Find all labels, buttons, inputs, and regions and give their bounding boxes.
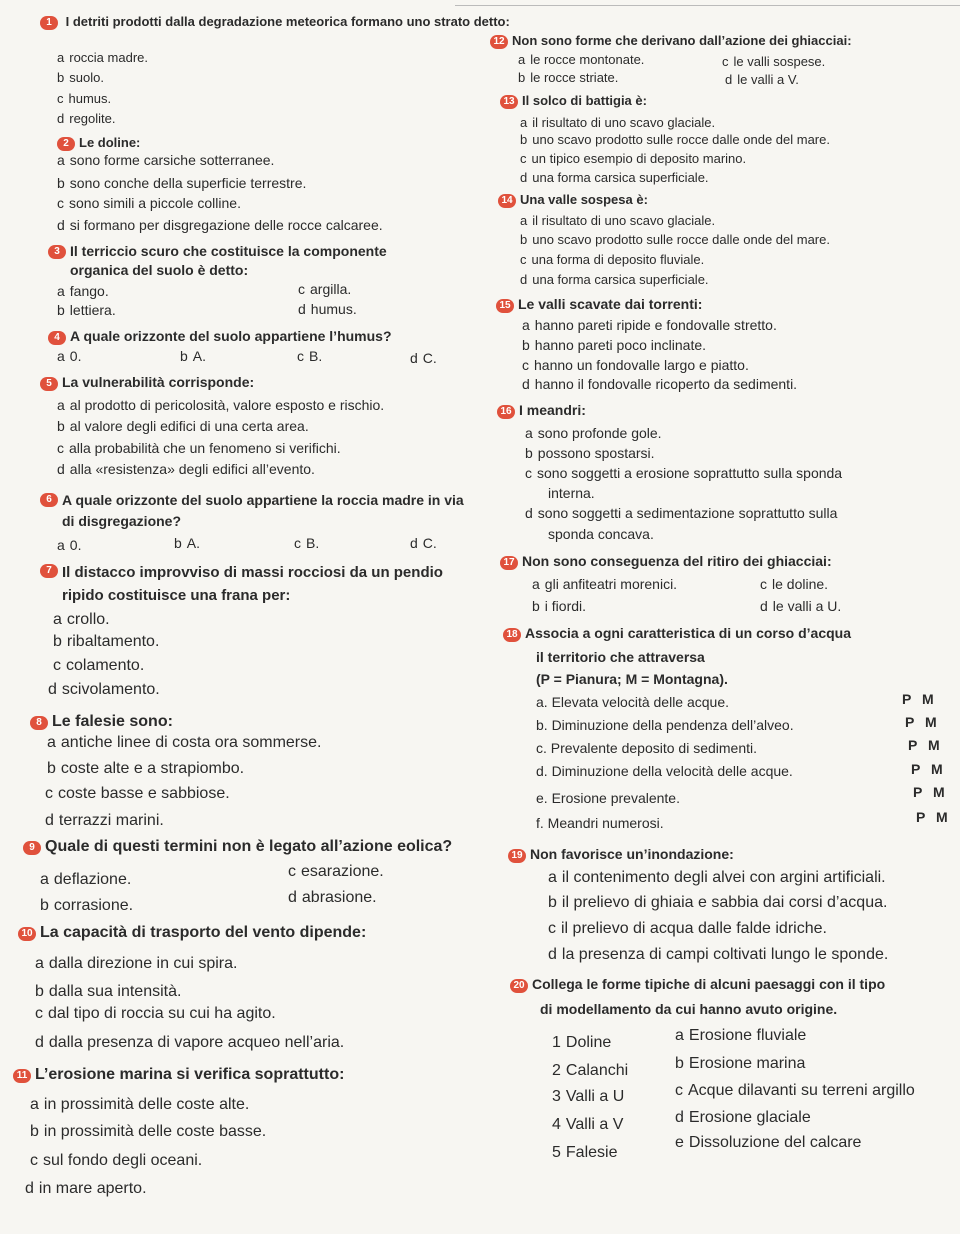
question-number: 3 <box>48 245 66 259</box>
option-3c[interactable]: c argilla. <box>298 281 352 297</box>
option-12b[interactable]: b le rocce striate. <box>518 70 619 85</box>
option-15b[interactable]: b hanno pareti poco inclinate. <box>522 337 707 353</box>
item-18b: b. Diminuzione della pendenza dell’alveo. <box>536 717 794 733</box>
option-10d[interactable]: d dalla presenza di vapore acqueo nell’aria. <box>35 1034 345 1051</box>
match-left-5[interactable]: 5 Falesie <box>552 1144 618 1161</box>
pm-choice-e[interactable]: P M <box>913 784 945 800</box>
question-stem: A quale orizzonte del suolo appartiene l’humus? <box>70 328 392 344</box>
option-13c[interactable]: c un tipico esempio di deposito marino. <box>520 151 747 166</box>
option-1d[interactable]: d regolite. <box>57 111 116 126</box>
option-3b[interactable]: b lettiera. <box>57 302 116 318</box>
question-number: 15 <box>496 299 514 313</box>
option-4c[interactable]: c B. <box>297 348 323 364</box>
question-19 <box>508 846 734 863</box>
option-2c[interactable]: c sono simili a piccole colline. <box>57 195 241 211</box>
question-stem: Non favorisce un’inondazione: <box>530 846 734 862</box>
question-stem: Una valle sospesa è: <box>520 192 648 207</box>
option-14d[interactable]: d una forma carsica superficiale. <box>520 272 709 287</box>
match-right-a[interactable]: a Erosione fluviale <box>675 1027 807 1044</box>
pm-choice-f[interactable]: P M <box>916 809 948 825</box>
option-2a[interactable]: a sono forme carsiche sotterranee. <box>57 152 275 168</box>
question-14 <box>498 192 648 208</box>
option-17b[interactable]: b i fiordi. <box>532 598 587 614</box>
option-8a[interactable]: a antiche linee di costa ora sommerse. <box>47 734 322 751</box>
option-3a[interactable]: a fango. <box>57 283 109 299</box>
question-3 <box>48 242 440 280</box>
match-right-c[interactable]: c Acque dilavanti su terreni argillo <box>675 1082 915 1099</box>
option-10b[interactable]: b dalla sua intensità. <box>35 983 182 1000</box>
option-12c[interactable]: c le valli sospese. <box>722 54 826 69</box>
question-stem: La vulnerabilità corrisponde: <box>62 374 255 390</box>
question-number: 1 <box>40 16 58 30</box>
option-19a[interactable]: a il contenimento degli alvei con argini artificiali. <box>548 869 886 886</box>
option-3d[interactable]: d humus. <box>298 301 357 317</box>
question-4 <box>48 328 392 345</box>
option-15d[interactable]: d hanno il fondovalle ricoperto da sedimenti. <box>522 376 798 392</box>
question-11 <box>13 1066 344 1084</box>
question-stem: Le valli scavate dai torrenti: <box>518 296 703 312</box>
question-number: 18 <box>503 628 521 642</box>
option-7d[interactable]: d scivolamento. <box>48 681 160 698</box>
question-15 <box>496 296 702 313</box>
option-13a[interactable]: a il risultato di uno scavo glaciale. <box>520 115 716 130</box>
question-stem: Collega le forme tipiche di alcuni paesaggi con il tipo <box>532 976 886 992</box>
option-12d[interactable]: d le valli a V. <box>725 72 799 87</box>
match-right-d[interactable]: d Erosione glaciale <box>675 1109 811 1126</box>
option-7b[interactable]: b ribaltamento. <box>53 633 160 650</box>
question-number: 4 <box>48 331 66 345</box>
option-5c[interactable]: c alla probabilità che un fenomeno si verifichi. <box>57 440 341 456</box>
question-number: 11 <box>13 1069 31 1083</box>
item-18d: d. Diminuzione della velocità delle acque. <box>536 763 793 779</box>
question-17 <box>500 553 832 570</box>
question-20 <box>510 976 885 993</box>
question-18-stem-line3: (P = Pianura; M = Montagna). <box>536 671 728 687</box>
option-16d[interactable]: d sono soggetti a sedimentazione soprattutto sulla <box>525 505 838 521</box>
match-right-b[interactable]: b Erosione marina <box>675 1055 806 1072</box>
question-stem: Il solco di battigia è: <box>522 93 647 108</box>
option-5d[interactable]: d alla «resistenza» degli edifici all’evento. <box>57 461 315 477</box>
question-stem: Associa a ogni caratteristica di un corso d’acqua <box>525 625 851 641</box>
option-10a[interactable]: a dalla direzione in cui spira. <box>35 955 238 972</box>
option-15a[interactable]: a hanno pareti ripide e fondovalle stretto. <box>522 317 777 333</box>
option-8b[interactable]: b coste alte e a strapiombo. <box>47 760 245 777</box>
option-16d-cont: sponda concava. <box>548 526 654 542</box>
question-2 <box>57 135 140 151</box>
option-16b[interactable]: b possono spostarsi. <box>525 445 655 461</box>
question-number: 8 <box>30 716 48 730</box>
question-number: 14 <box>498 194 516 208</box>
question-stem: Il distacco improvviso di massi rocciosi da un pendio ripido costituisce una frana per: <box>62 564 443 604</box>
option-1b[interactable]: b suolo. <box>57 70 104 85</box>
question-stem: Non sono forme che derivano dall’azione dei ghiacciai: <box>512 33 852 48</box>
option-5a[interactable]: a al prodotto di pericolosità, valore esposto e rischio. <box>57 397 385 413</box>
question-number: 7 <box>40 564 58 578</box>
question-number: 16 <box>497 405 515 419</box>
option-10c[interactable]: c dal tipo di roccia su cui ha agito. <box>35 1005 276 1022</box>
question-18 <box>503 625 851 642</box>
pm-choice-c[interactable]: P M <box>908 737 940 753</box>
pm-choice-b[interactable]: P M <box>905 714 937 730</box>
item-18c: c. Prevalente deposito di sedimenti. <box>536 740 758 756</box>
option-11a[interactable]: a in prossimità delle coste alte. <box>30 1096 250 1113</box>
question-number: 19 <box>508 849 526 863</box>
match-left-4[interactable]: 4 Valli a V <box>552 1116 624 1133</box>
question-5 <box>40 374 254 391</box>
match-right-e[interactable]: e Dissoluzione del calcare <box>675 1134 862 1151</box>
option-9c[interactable]: c esarazione. <box>288 863 384 880</box>
top-rule <box>455 5 960 6</box>
question-7 <box>40 561 482 607</box>
option-12a[interactable]: a le rocce montonate. <box>518 52 645 67</box>
question-13 <box>500 93 647 109</box>
option-4b[interactable]: b A. <box>180 348 207 364</box>
question-1 <box>40 14 510 30</box>
option-14b[interactable]: b uno scavo prodotto sulle rocce dalle onde del mare. <box>520 232 830 247</box>
option-8c[interactable]: c coste basse e sabbiose. <box>45 785 230 802</box>
option-11b[interactable]: b in prossimità delle coste basse. <box>30 1123 267 1140</box>
option-9a[interactable]: a deflazione. <box>40 871 132 888</box>
question-stem: La capacità di trasporto del vento dipende: <box>40 924 367 941</box>
option-6c[interactable]: c B. <box>294 535 320 551</box>
item-18f: f. Meandri numerosi. <box>536 815 664 831</box>
option-6b[interactable]: b A. <box>174 535 201 551</box>
question-stem: I meandri: <box>519 402 586 418</box>
option-2d[interactable]: d si formano per disgregazione delle rocce calcaree. <box>57 217 383 233</box>
question-10 <box>18 924 366 942</box>
option-11d[interactable]: d in mare aperto. <box>25 1180 147 1197</box>
option-19d[interactable]: d la presenza di campi coltivati lungo le sponde. <box>548 946 889 963</box>
option-17c[interactable]: c le doline. <box>760 576 829 592</box>
question-8 <box>30 713 173 731</box>
option-16a[interactable]: a sono profonde gole. <box>525 425 662 441</box>
question-stem: Quale di questi termini non è legato all’azione eolica? <box>45 838 453 855</box>
question-number: 12 <box>490 35 508 49</box>
option-11c[interactable]: c sul fondo degli oceani. <box>30 1152 203 1169</box>
question-number: 20 <box>510 979 528 993</box>
question-stem: Non sono conseguenza del ritiro dei ghiacciai: <box>522 553 832 569</box>
question-number: 2 <box>57 137 75 151</box>
option-13b[interactable]: b uno scavo prodotto sulle rocce dalle onde del mare. <box>520 132 830 147</box>
question-number: 5 <box>40 377 58 391</box>
option-7a[interactable]: a crollo. <box>53 611 110 628</box>
question-stem: A quale orizzonte del suolo appartiene la roccia madre in via di disgregazione? <box>62 492 464 529</box>
option-14a[interactable]: a il risultato di uno scavo glaciale. <box>520 213 716 228</box>
match-left-2[interactable]: 2 Calanchi <box>552 1062 629 1079</box>
option-15c[interactable]: c hanno un fondovalle largo e piatto. <box>522 357 749 373</box>
option-9b[interactable]: b corrasione. <box>40 897 134 914</box>
question-number: 17 <box>500 556 518 570</box>
question-6 <box>40 490 472 532</box>
option-2b[interactable]: b sono conche della superficie terrestre. <box>57 175 307 191</box>
question-stem: Il terriccio scuro che costituisce la componente organica del suolo è detto: <box>70 243 387 278</box>
option-4a[interactable]: a 0. <box>57 348 82 364</box>
question-stem: L’erosione marina si verifica soprattutto: <box>35 1066 345 1083</box>
option-4d[interactable]: d C. <box>410 350 437 366</box>
question-20-stem-line2: di modellamento da cui hanno avuto origine. <box>540 1001 838 1017</box>
option-6d[interactable]: d C. <box>410 535 437 551</box>
option-1c[interactable]: c humus. <box>57 91 112 106</box>
option-9d[interactable]: d abrasione. <box>288 889 377 906</box>
item-18a: a. Elevata velocità delle acque. <box>536 694 730 710</box>
question-9 <box>23 838 452 856</box>
question-stem: I detriti prodotti dalla degradazione meteorica formano uno strato detto: <box>65 14 510 29</box>
match-left-3[interactable]: 3 Valli a U <box>552 1088 625 1105</box>
question-18-stem-line2: il territorio che attraversa <box>536 649 705 665</box>
question-number: 6 <box>40 493 58 507</box>
question-number: 9 <box>23 841 41 855</box>
option-6a[interactable]: a 0. <box>57 537 82 553</box>
match-left-1[interactable]: 1 Doline <box>552 1034 612 1051</box>
option-1a[interactable]: a roccia madre. <box>57 50 148 65</box>
option-13d[interactable]: d una forma carsica superficiale. <box>520 170 709 185</box>
option-19c[interactable]: c il prelievo di acqua dalle falde idriche. <box>548 920 827 937</box>
item-18e: e. Erosione prevalente. <box>536 790 680 806</box>
question-12 <box>490 33 852 49</box>
question-16 <box>497 402 586 419</box>
pm-choice-d[interactable]: P M <box>911 761 943 777</box>
option-17d[interactable]: d le valli a U. <box>760 598 842 614</box>
option-5b[interactable]: b al valore degli edifici di una certa area. <box>57 418 309 434</box>
option-7c[interactable]: c colamento. <box>53 657 145 674</box>
option-16c-cont: interna. <box>548 485 595 501</box>
option-16c[interactable]: c sono soggetti a erosione soprattutto sulla sponda <box>525 465 843 481</box>
option-8d[interactable]: d terrazzi marini. <box>45 812 164 829</box>
option-17a[interactable]: a gli anfiteatri morenici. <box>532 576 678 592</box>
question-number: 13 <box>500 95 518 109</box>
pm-choice-a[interactable]: P M <box>902 691 934 707</box>
question-stem: Le falesie sono: <box>52 713 173 730</box>
option-19b[interactable]: b il prelievo di ghiaia e sabbia dai corsi d’acqua. <box>548 894 888 911</box>
question-number: 10 <box>18 927 36 941</box>
option-14c[interactable]: c una forma di deposito fluviale. <box>520 252 705 267</box>
question-stem: Le doline: <box>79 135 141 150</box>
